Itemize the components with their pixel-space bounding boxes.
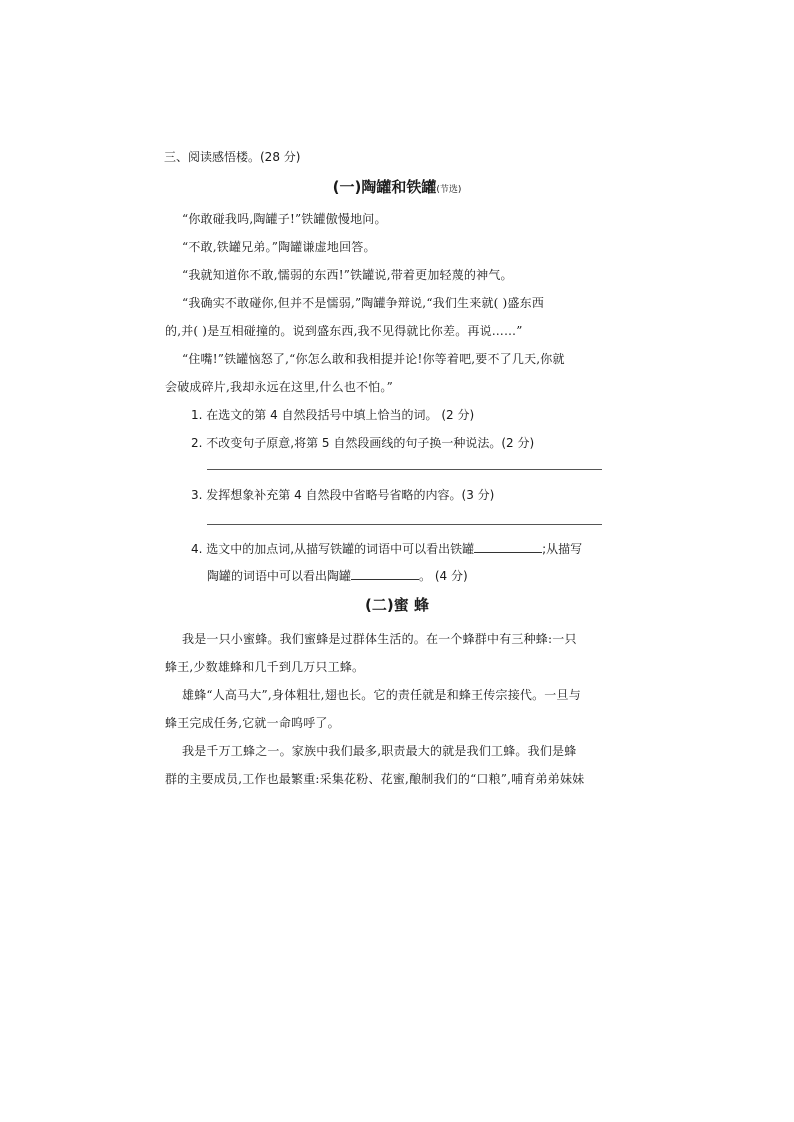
passage2-line: 我是千万工蜂之一。家族中我们最多,职责最大的就是我们工蜂。我们是蜂 <box>182 744 577 758</box>
passage2-line: 雄蜂“人高马大”,身体粗壮,翅也长。它的责任就是和蜂王传宗接代。一旦与 <box>182 688 581 702</box>
passage2-line: 我是一只小蜜蜂。我们蜜蜂是过群体生活的。在一个蜂群中有三种蜂:一只 <box>182 632 577 646</box>
question-4-line2 <box>207 567 468 584</box>
question-4-text-a: 4. 选文中的加点词,从描写铁罐的词语中可以看出铁罐 <box>191 542 475 556</box>
passage1-title-note: (节选) <box>436 185 462 195</box>
answer-line-q2[interactable] <box>207 469 602 470</box>
question-1: 1. 在选文的第 4 自然段括号中填上恰当的词。 (2 分) <box>191 408 475 422</box>
passage1-title: (一)陶罐和铁罐 <box>332 178 437 196</box>
passage2-title: (二)蜜 蜂 <box>365 596 429 614</box>
passage1-line: 的,并( )是互相碰撞的。说到盛东西,我不见得就比你差。再说……” <box>165 324 523 338</box>
answer-blank-tao-guan[interactable] <box>351 567 419 580</box>
question-4-text-d: 。 (4 分) <box>419 569 468 583</box>
question-3: 3. 发挥想象补充第 4 自然段中省略号省略的内容。(3 分) <box>191 488 495 502</box>
question-4-text-b: ;从描写 <box>542 542 583 556</box>
passage1-line: “我确实不敢碰你,但并不是懦弱,”陶罐争辩说,“我们生来就( )盛东西 <box>182 296 545 310</box>
passage1-line: 会破成碎片,我却永远在这里,什么也不怕。” <box>165 380 393 394</box>
question-4-line1 <box>191 540 582 557</box>
section-header: 三、阅读感悟楼。(28 分) <box>164 150 301 164</box>
passage1-line: “你敢碰我吗,陶罐子!”铁罐傲慢地问。 <box>182 212 387 226</box>
passage2-line: 群的主要成员,工作也最繁重:采集花粉、花蜜,酿制我们的“口粮”,哺育弟弟妹妹 <box>165 772 585 786</box>
question-2: 2. 不改变句子原意,将第 5 自然段画线的句子换一种说法。(2 分) <box>191 436 535 450</box>
passage2-line: 蜂王,少数雄蜂和几千到几万只工蜂。 <box>165 660 365 674</box>
answer-blank-tie-guan[interactable] <box>474 540 542 553</box>
answer-line-q3[interactable] <box>207 524 602 525</box>
passage1-line: “不敢,铁罐兄弟。”陶罐谦虚地回答。 <box>182 240 376 254</box>
question-4-text-c: 陶罐的词语中可以看出陶罐 <box>207 569 352 583</box>
passage1-title-row <box>0 176 794 197</box>
passage2-line: 蜂王完成任务,它就一命呜呼了。 <box>165 716 340 730</box>
passage1-line: “住嘴!”铁罐恼怒了,“你怎么敢和我相提并论!你等着吧,要不了几天,你就 <box>182 352 565 366</box>
passage1-line: “我就知道你不敢,懦弱的东西!”铁罐说,带着更加轻蔑的神气。 <box>182 268 513 282</box>
